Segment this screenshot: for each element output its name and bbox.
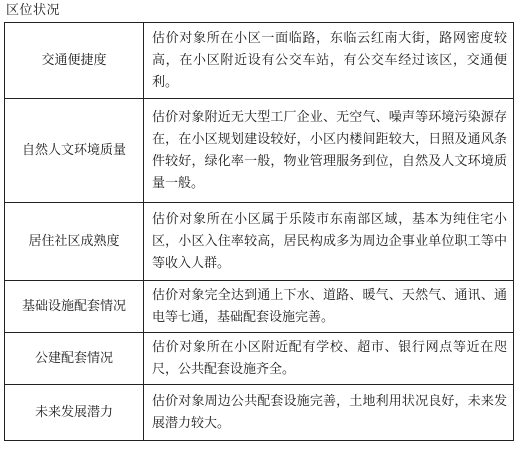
row-desc-future-potential: 估价对象周边公共配套设施完善，土地利用状况良好，未来发展潜力较大。: [144, 385, 514, 441]
row-desc-traffic: 估价对象所在小区一面临路，东临云红南大街，路网密度较高，在小区附近设有公交车站，有公交车经过该区，交通便利。: [144, 23, 514, 99]
row-desc-environment: 估价对象附近无大型工厂企业、无空气、噪声等环境污染源存在，在小区规划建设较好，小区内楼间距较大，日照及通风条件较好，绿化率一般，物业管理服务到位，自然及人文环境质量一般。: [144, 99, 514, 203]
table-row: [5, 385, 514, 441]
table-row: [5, 333, 514, 385]
location-status-table: [4, 22, 514, 441]
row-desc-community: 估价对象所在小区属于乐陵市东南部区域，基本为纯住宅小区，小区入住率较高，居民构成多为周边企事业单位职工等中等收入人群。: [144, 203, 514, 281]
section-title: 区位状况: [6, 3, 61, 18]
row-desc-infrastructure: 估价对象完全达到通上下水、道路、暖气、天然气、通讯、通电等七通，基础配套设施完善。: [144, 281, 514, 333]
row-desc-public-facilities: 估价对象所在小区附近配有学校、超市、银行网点等近在咫尺，公共配套设施齐全。: [144, 333, 514, 385]
table-row: [5, 203, 514, 281]
table-row: [5, 281, 514, 333]
row-label-traffic: 交通便捷度: [5, 23, 144, 99]
row-label-public-facilities: 公建配套情况: [5, 333, 144, 385]
row-label-future-potential: 未来发展潜力: [5, 385, 144, 441]
row-label-community: 居住社区成熟度: [5, 203, 144, 281]
table-row: [5, 99, 514, 203]
table-row: [5, 23, 514, 99]
row-label-environment: 自然人文环境质量: [5, 99, 144, 203]
row-label-infrastructure: 基础设施配套情况: [5, 281, 144, 333]
